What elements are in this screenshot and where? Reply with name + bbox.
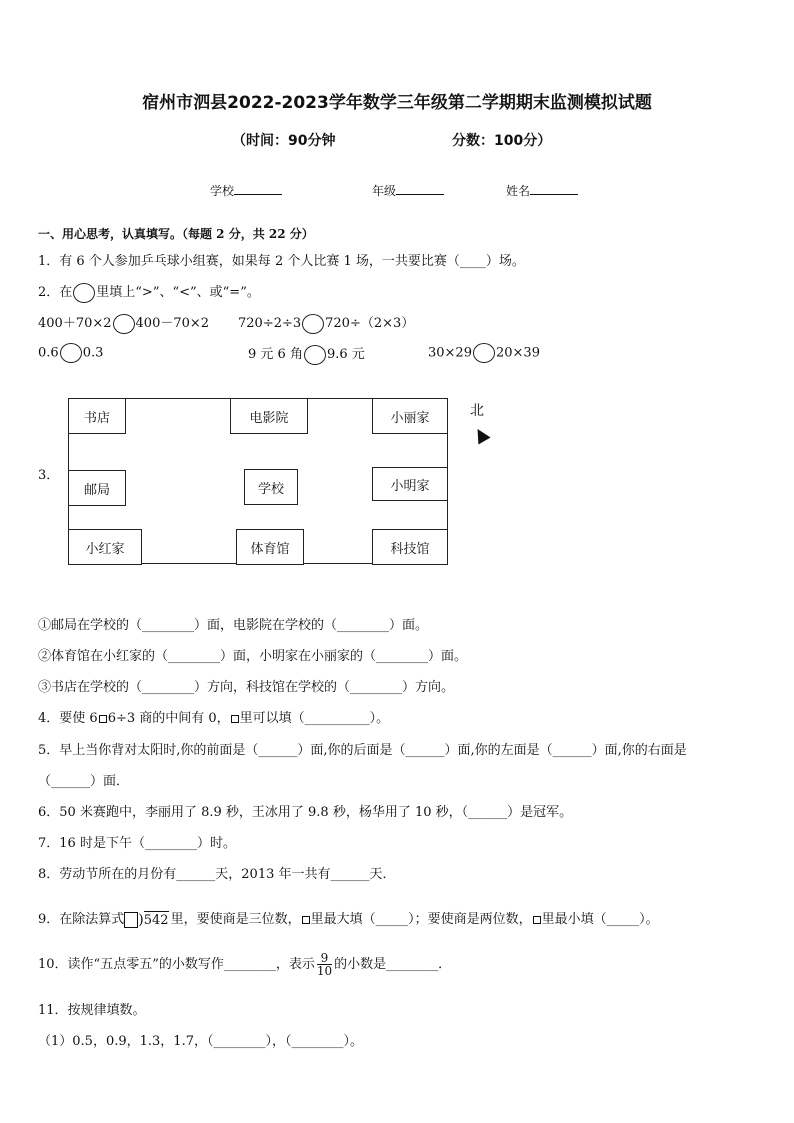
question-8: 8．劳动节所在的月份有______天，2013 年一共有______天．: [38, 867, 396, 882]
school-field: [210, 182, 282, 199]
question-9: [38, 908, 659, 928]
q4-text-a: 4．要使 6: [38, 711, 98, 726]
expr-right: 20×39: [495, 345, 540, 361]
name-blank: [530, 182, 578, 195]
grade-field: [372, 182, 444, 199]
fraction: [317, 952, 332, 977]
q9-mid: 里，要使商是三位数，: [170, 912, 301, 927]
q2-row2c: [428, 343, 540, 363]
q3-part1: ①邮局在学校的（________）面，电影院在学校的（________）面。: [38, 618, 429, 633]
long-division-symbol: )542: [124, 911, 168, 929]
expr-left: 0.6: [38, 345, 59, 361]
map-school: 学校: [244, 469, 298, 505]
q10-prefix: 10．读作“五点零五”的小数写作________，表示: [38, 957, 315, 972]
expr-right: 720÷（2×3）: [325, 316, 415, 331]
grade-blank: [396, 182, 444, 195]
q2-row1b: [238, 312, 414, 334]
map-xiaoming-home: 小明家: [372, 467, 448, 501]
expr-left: 400＋70×2: [38, 316, 112, 331]
map-xiaohong-home: 小红家: [68, 529, 142, 565]
blank-square: [533, 916, 541, 924]
blank-square: [231, 715, 239, 723]
dividend: 542: [143, 912, 169, 928]
map-xiaoli-home: 小丽家: [372, 398, 448, 434]
fraction-denominator: 10: [316, 964, 333, 978]
q2-suffix: 里填上“>”、“<”、或“=”。: [96, 285, 260, 300]
blank-circle: [302, 314, 324, 334]
map-gym: 体育馆: [236, 529, 304, 565]
name-label: 姓名: [506, 184, 531, 198]
expr-left: 30×29: [428, 345, 472, 361]
q2-prefix: 2．在: [38, 285, 73, 300]
q2-row2a: [38, 343, 103, 363]
page-title: 宿州市泗县2022-2023学年数学三年级第二学期期末监测模拟试题: [142, 93, 652, 113]
blank-circle: [473, 343, 495, 363]
school-label: 学校: [210, 184, 235, 198]
q4-text-b: 6÷3 商的中间有 0，: [107, 711, 230, 726]
fraction-numerator: 9: [317, 952, 332, 965]
blank-square: [99, 715, 107, 723]
name-field: [506, 182, 578, 199]
blank-circle: [73, 283, 95, 303]
map-cinema: 电影院: [230, 398, 308, 434]
q9-end: 里最小填（_____）。: [541, 912, 659, 927]
exam-time: （时间：90分钟: [232, 133, 336, 149]
map-science-museum: 科技馆: [372, 529, 448, 565]
question-11: 11．按规律填数。: [38, 1003, 146, 1018]
blank-square: [302, 916, 310, 924]
expr-right: 0.3: [82, 345, 104, 361]
question-5-line1: 5．早上当你背对太阳时,你的前面是（______）面,你的后面是（______）面,你的左面是（______）面,你的右面是: [38, 743, 687, 758]
q2-row1a: [38, 312, 209, 334]
north-arrow-icon: [471, 425, 490, 444]
question-10: [38, 952, 451, 977]
school-blank: [234, 182, 282, 195]
q9-prefix: 9．在除法算式: [38, 912, 125, 927]
q4-text-c: 里可以填（__________）。: [239, 711, 390, 726]
expr-left: 9 元 6 角: [248, 347, 303, 362]
question-5-line2: （______）面．: [38, 774, 130, 789]
blank-square: [124, 912, 138, 928]
q10-suffix: 的小数是________．: [334, 957, 452, 972]
question-11-part1: （1）0.5，0.9，1.3，1.7，（________），（________）。: [38, 1034, 363, 1049]
q3-part3: ③书店在学校的（________）方向，科技馆在学校的（________）方向。: [38, 680, 455, 695]
blank-circle: [304, 345, 326, 365]
q9-mid2: 里最大填（_____）；要使商是两位数，: [310, 912, 532, 927]
map-bookstore: 书店: [68, 398, 126, 434]
expr-right: 400－70×2: [135, 316, 210, 331]
question-2: [38, 281, 260, 303]
q3-part2: ②体育馆在小红家的（________）面，小明家在小丽家的（________）面。: [38, 649, 468, 664]
question-4: [38, 707, 389, 726]
question-6: 6．50 米赛跑中，李丽用了 8.9 秒，王冰用了 9.8 秒，杨华用了 10 秒，（______）是冠军。: [38, 805, 573, 820]
exam-score: 分数：100分）: [452, 133, 552, 149]
north-label: 北: [470, 403, 484, 419]
blank-circle: [60, 343, 82, 363]
blank-circle: [113, 314, 135, 334]
section-heading: 一、用心思考，认真填写。（每题 2 分，共 22 分）: [38, 227, 314, 241]
q3-label: 3．: [38, 468, 60, 483]
question-1: 1．有 6 个人参加乒乓球小组赛，如果每 2 个人比赛 1 场，一共要比赛（____）场。: [38, 254, 525, 269]
grade-label: 年级: [372, 184, 397, 198]
map-post-office: 邮局: [68, 470, 126, 506]
q2-row2b: [248, 343, 365, 365]
expr-right: 9.6 元: [326, 347, 365, 362]
question-7: 7．16 时是下午（________）时。: [38, 836, 236, 851]
expr-left: 720÷2÷3: [238, 316, 302, 331]
